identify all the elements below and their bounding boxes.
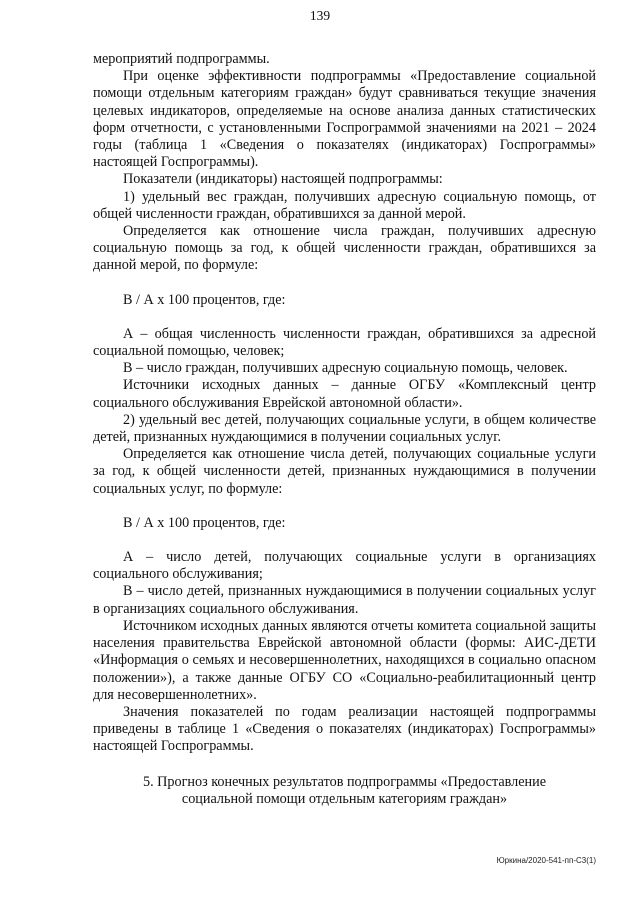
paragraph: Источником исходных данных являются отчеты комитета социальной защиты населения правительства Еврейской автономной области (формы: АИС-ДЕТИ «Информация о семьях и несовершеннолетних, находящихся в социально опасном положении»), а также данные ОГБУ СО «Социально-реабилитационный центр для несовершеннолетних». bbox=[93, 617, 596, 703]
paragraph: А – число детей, получающих социальные услуги в организациях социального обслуживания; bbox=[93, 549, 596, 583]
page-number: 139 bbox=[309, 8, 331, 23]
paragraph: При оценке эффективности подпрограммы «Предоставление социальной помощи отдельным категориям граждан» будут сравниваться текущие значения целевых индикаторов, определяемые на основе анализа данных статистических форм отчетности, с установленными Госпрограммой значениями на 2021 – 2024 годы (таблица 1 «Сведения о показателях (индикаторах) Госпрограммы» настоящей Госпрограммы). bbox=[93, 68, 596, 171]
paragraph: Определяется как отношение числа граждан, получивших адресную социальную помощь за год, к общей численности граждан, обратившихся за данной мерой, по формуле: bbox=[93, 223, 596, 274]
document-body bbox=[93, 51, 596, 808]
paragraph: 2) удельный вес детей, получающих социальные услуги, в общем количестве детей, признанных нуждающимися в получении социальных услуг. bbox=[93, 411, 596, 446]
paragraph: 1) удельный вес граждан, получивших адресную социальную помощь, от общей численности граждан, обратившихся за данной мерой. bbox=[93, 188, 596, 222]
section-heading: 5. Прогноз конечных результатов подпрограммы «Предоставление социальной помощи отдельным категориям граждан» bbox=[142, 773, 547, 807]
paragraph: В – число граждан, получивших адресную социальную помощь, человек. bbox=[123, 360, 568, 377]
paragraph: В – число детей, признанных нуждающимися в получении социальных услуг в организациях социального обслуживания. bbox=[93, 583, 596, 617]
formula: В / А х 100 процентов, где: bbox=[123, 514, 286, 531]
paragraph: Источники исходных данных – данные ОГБУ «Комплексный центр социального обслуживания Еврейской автономной области». bbox=[93, 377, 596, 411]
paragraph: Показатели (индикаторы) настоящей подпрограммы: bbox=[123, 171, 443, 188]
paragraph: Определяется как отношение числа детей, получающих социальные услуги за год, к общей численности детей, признанных нуждающимися в получении социальных услуг, по формуле: bbox=[93, 446, 596, 497]
paragraph: мероприятий подпрограммы. bbox=[93, 51, 270, 67]
paragraph: А – общая численность численности граждан, обратившихся за адресной социальной помощью, человек; bbox=[93, 325, 596, 360]
document-stamp: Юркина/2020-541-пп-С3(1) bbox=[496, 856, 596, 865]
paragraph: Значения показателей по годам реализации настоящей подпрограммы приведены в таблице 1 «Сведения о показателях (индикаторах) Госпрограммы» настоящей Госпрограммы. bbox=[93, 703, 596, 755]
formula: В / А х 100 процентов, где: bbox=[123, 291, 286, 308]
